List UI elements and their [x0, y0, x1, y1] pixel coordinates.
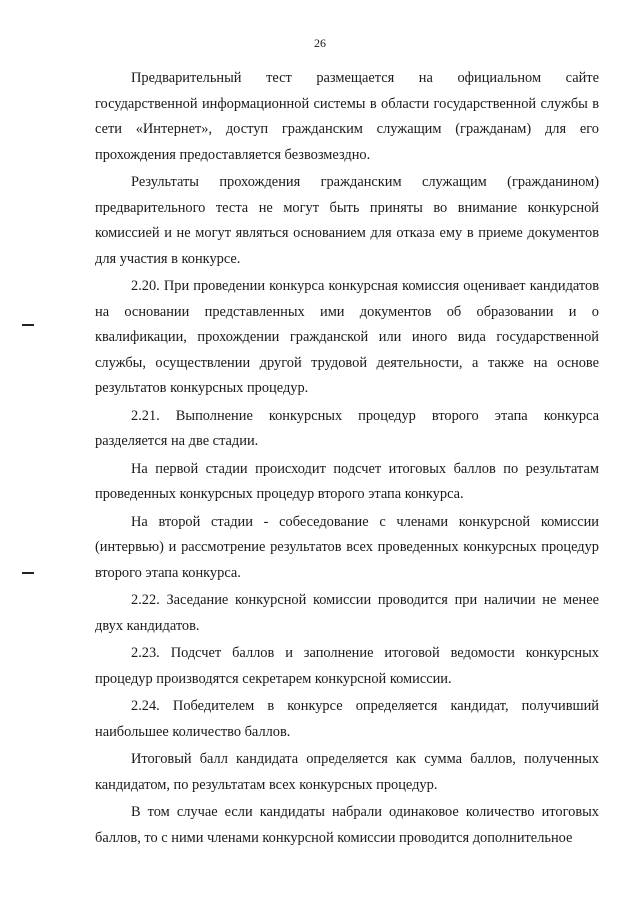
document-body — [95, 66, 599, 853]
paragraph: 2.23. Подсчет баллов и заполнение итоговой ведомости конкурсных процедур производятся секретарем конкурсной комиссии. — [95, 645, 599, 687]
paragraph: На второй стадии - собеседование с членами конкурсной комиссии (интервью) и рассмотрение результатов всех проведенных конкурсных процедур второго этапа конкурса. — [95, 513, 599, 581]
margin-mark — [22, 572, 34, 574]
paragraph: 2.21. Выполнение конкурсных процедур второго этапа конкурса разделяется на две стадии. — [95, 407, 599, 449]
paragraph: 2.22. Заседание конкурсной комиссии проводится при наличии не менее двух кандидатов. — [95, 592, 599, 634]
paragraph: В том случае если кандидаты набрали одинаковое количество итоговых баллов, то с ними членами конкурсной комиссии проводится дополнительное — [95, 804, 599, 846]
paragraph: Результаты прохождения гражданским служащим (гражданином) предварительного теста не могут быть приняты во внимание конкурсной комиссией и не могут являться основанием для отказа ему в приеме документов для участия в конкурсе. — [95, 174, 599, 267]
paragraph: 2.20. При проведении конкурса конкурсная комиссия оценивает кандидатов на основании представленных ими документов об образовании и о квалификации, прохождении гражданской или иного вида государственной службы, осуществлении другой трудовой деятельности, а также на основе результатов конкурсных процедур. — [95, 278, 599, 396]
paragraph: 2.24. Победителем в конкурсе определяется кандидат, получивший наибольшее количество баллов. — [95, 698, 599, 740]
margin-mark — [22, 324, 34, 326]
page-number: 26 — [314, 36, 326, 50]
paragraph: Предварительный тест размещается на официальном сайте государственной информационной системы в области государственной службы в сети «Интернет», доступ гражданским служащим (гражданам) для его прохождения предоставляется безвозмездно. — [95, 70, 599, 163]
paragraph: Итоговый балл кандидата определяется как сумма баллов, полученных кандидатом, по результатам всех конкурсных процедур. — [95, 751, 599, 793]
paragraph: На первой стадии происходит подсчет итоговых баллов по результатам проведенных конкурсных процедур второго этапа конкурса. — [95, 460, 599, 502]
